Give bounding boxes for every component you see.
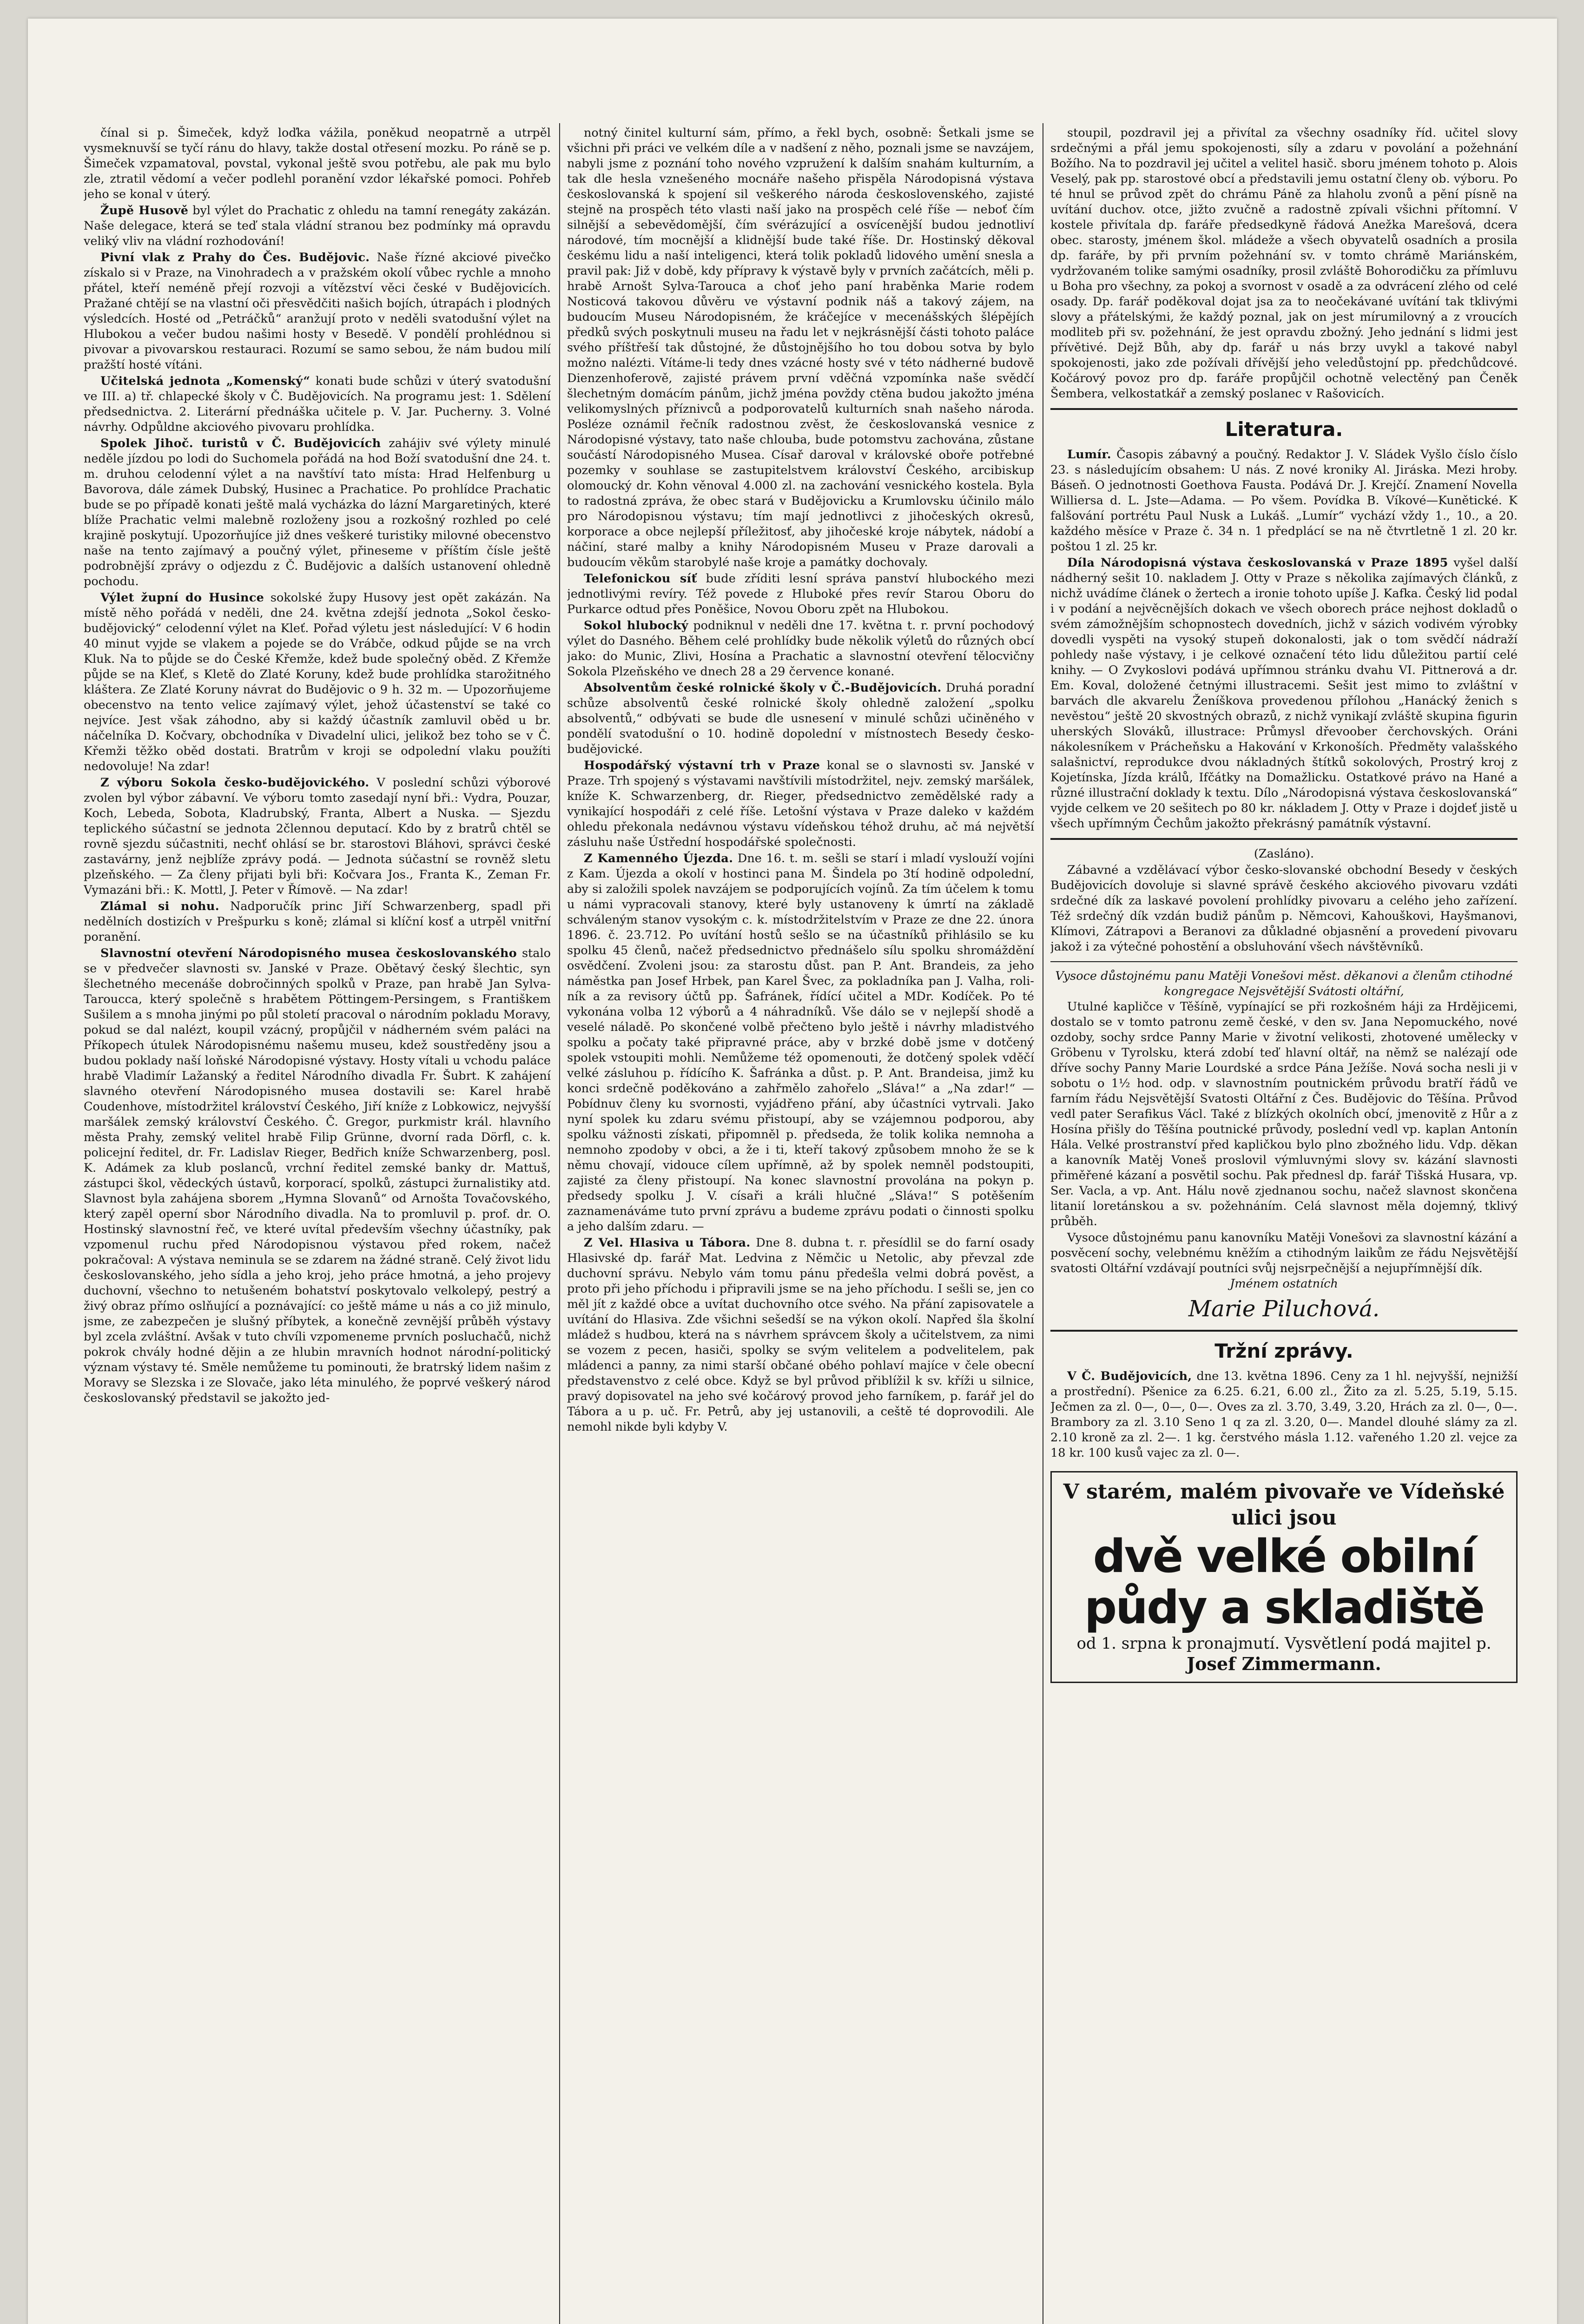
thanks-heading: Vysoce důstojnému panu Matěji Vonešovi měst. děkanovi a členům ctihodné kongregace Nejsvětější Svátosti oltářní, — [1055, 969, 1513, 998]
ad-footer-text: od 1. srpna k pronajmutí. Vysvětlení podá majitel p. — [1076, 1634, 1492, 1653]
article-paragraph — [84, 946, 551, 1406]
article-text: stoupil, pozdravil jej a přivítal za všechny osadníky říd. učitel slovy srdečnými a přál jemu spokojenosti, síly a zdaru v povolání a požehnání Božího. Na to pozdravil jej učitel a velitel hasič. sboru jménem tohoto p. Alois Veselý, pak pp. starostové obcí a představili jemu ostatní členy ob. výboru. Po té hnul se průvod zpět do chrámu Páně za hlaholu zvonů a pění písně na uvítání duchov. otce, jižto zvučně a radostně zpívali všichni přítomní. V kostele přivítala dp. faráře předsedkyně řádová Anežka Marešová, dcera obec. starosty, jménem škol. mládeže a všech obyvatelů osadních a prosila dp. faráře, by při prvním požehnání sv. v tomto chrámě Mariánském, vydržovaném tolike samými osadníky, prosil zvláště Bohorodičku za přímluvu u Boha pro všechny, za pokoj a svornost v osadě a za odvrácení zlého od celé osady. Dp. farář poděkoval dojat jsa za to neočekávané uvítání tak tklivými slovy a přátelskými, že každý poznal, jak on jest mírumilovný a z vroucích modliteb při sv. požehnání, že jest opravdu zbožný. Jeho jednání s lidmi jest přívětivé. Dejž Bůh, aby dp. farář u nás brzy uvykl a takové nabyl spokojenosti, jako zde požívali dřívější jeho veledůstojní pp. předchůdcové. Kočárový povoz pro dp. faráře propůjčil ochotně velectěný pan Čeněk Šembera, velkostatkář a zemský poslanec v Rašovicích. — [1050, 126, 1518, 401]
article-paragraph — [1050, 447, 1518, 555]
article-paragraph — [567, 571, 1034, 617]
zaslano-section — [1050, 846, 1518, 955]
article-text: Dne 16. t. m. sešli se starí i mladí vyslouží vojíni z Kam. Újezda a okolí v hostinci pana M. Šindela po 3tí hodině odpolední, aby si založili spolek navzájem se podporujících vojínů. Za tím účelem k tomu u námi vypracovali stanovy, které byly ustanoveny k úmrtí na základě schváleným stanov vysokým c. k. místodržitelstvím v Praze ze dne 22. února 1896. č. 23.712. Po uvítání hostů sešlo se na účastníků přihlásilo se ku spolku 45 členů, načež předsednictvo přednášelo sílu spolku shromáždění osvědčení. Zvoleni jsou: za starostu důst. pan P. Ant. Brandeis, za jeho náměstka pan Josef Hrbek, pan Karel Švec, za pokladníka pan J. Valha, roliník a za revisory účtů pp. Šafránek, řídící učitel a MDr. Kodíček. Po té vykonána volba 12 výborů a 4 náhradníků. Vše dálo se v nejlepší shodě a veselé náladě. Po skončené volbě přečteno bylo ještě i návrhy mladistvého spolku a počaty také připravné práce, aby v brzké době jsme v dotčený spolek vstoupiti mohli. Nemůžeme též opomenouti, že dotčený spolek vděčí velké zásluhou p. řídícího K. Šafránka a důst. p. P. Ant. Brandeisa, jimž ku konci srdečně poděkováno a zahřmělo zahořelo „Sláva!“ a „Na zdar!“ — Pobídnuv členy ku svornosti, vyjádřeno přání, aby účastníci vytrvali. Jako nyní spolek ku zdaru svému přistoupí, aby se vzájemnou podporou, aby spolku vážnosti získati, připomněl p. předseda, že tolik kolika nemnoha a nemnoho zpodoby v obci, a že i ti, kteří takový způsobem mnoho že se k němu chovají, vidouce cílem upřímně, až by spolek nemněl podstoupiti, zajisté za členy přistoupí. Na konec slavnostní provolána na pokyn p. předsedy spolku J. V. císaři a králi hlučné „Sláva!“ S potěšením zaznamenáváme tuto první zprávu a budeme zprávu podati o činnosti spolku a jeho dalším zdaru. — — [567, 852, 1034, 1234]
article-lead: Sokol hlubocký — [584, 619, 688, 633]
article-paragraph — [1050, 125, 1518, 402]
newspaper-page — [28, 19, 1557, 2324]
article-paragraph — [567, 618, 1034, 680]
article-lead: Z výboru Sokola česko-budějovického. — [100, 776, 370, 790]
article-paragraph — [84, 203, 551, 249]
article-text: konal se o slavnosti sv. Janské v Praze. Trh spojený s výstavami navštívili místodržitel, nejv. zemský maršálek, kníže K. Schwarzenberg, dr. Rieger, předsednictvo zemědělské rady a vynikající hospodáři z celé říše. Letošní výstava v Praze daleko v každém ohledu překonala nedávnou výstavu vídeňskou téhož druhu, ač má největší zásluhu naše Ústřední hospodářské společnosti. — [567, 759, 1034, 849]
article-lead: Zlámal si nohu. — [100, 899, 219, 913]
article-paragraph — [84, 374, 551, 435]
article-paragraph — [84, 899, 551, 945]
article-paragraph — [84, 775, 551, 898]
article-text: Nadporučík princ Jiří Schwarzenberg, spadl při nedělních dostizích v Prešpurku s koně; zlámal si klíční kosť a utrpěl vnitřní poranění. — [84, 899, 551, 944]
article-lead: Pivní vlak z Prahy do Čes. Budějovic. — [100, 251, 370, 264]
column-2 — [567, 125, 1034, 2324]
article-lead: Díla Národopisná výstava českoslovanská v Praze 1895 — [1067, 556, 1448, 570]
market-section — [1050, 1338, 1518, 1461]
market-text: dne 13. května 1896. Ceny za 1 hl. nejvyšší, nejnižší a prostřední). Pšenice za 6.25. 6.21, 6.00 zl., Žito za zl. 5.25, 5.19, 5.15. Ječmen za zl. 0—, 0—, 0—. Oves za zl. 3.70, 3.49, 3.20, Hrách za zl. 0—, 0—. Brambory za zl. 3.10 Seno 1 q za zl. 3.20, 0—. Mandel dlouhé slámy za zl. 2.10 kroně za zl. 2—. 1 kg. čerstvého másla 1.12. vařeného 1.20 zl. vejce za 18 kr. 100 kusů vajec za zl. 0—. — [1050, 1369, 1518, 1460]
article-text: bude zříditi lesní správa panství hlubockého mezi jednotlivými revíry. Též povede z Hluboké přes revír Starou Oboru do Purkarce odtud přes Poněšice, Novou Oboru zpět na Hlubokou. — [567, 572, 1034, 616]
article-lead: Z Vel. Hlasiva u Tábora. — [584, 1236, 751, 1250]
section-divider — [1050, 1330, 1518, 1332]
ad-headline: V starém, malém pivovaře ve Vídeňské ulici jsou — [1063, 1480, 1505, 1530]
article-paragraph — [84, 436, 551, 589]
article-paragraph — [84, 590, 551, 774]
literatura-paragraphs — [1050, 447, 1518, 832]
article-text: Časopis zábavný a poučný. Redaktor J. V. Sládek Vyšlo číslo číslo 23. s následujícím obsahem: U nás. Z nové kroniky Al. Jiráska. Mezi hroby. Báseň. O jednotnosti Goethova Fausta. Podává Dr. J. Krejčí. Znamení Novella Williersa d. L. Jste—Adama. — Po všem. Povídka B. Víkové—Kunětické. K falšování portrétu Paul Nusk a Lukáš. „Lumír“ vychází vždy 1., 10., a 20. každého měsíce v Praze č. 34 n. 1 předplácí se na ně čtvrtletně 1 zl. 20 kr. poštou 1 zl. 25 kr. — [1050, 448, 1518, 554]
article-paragraph — [84, 125, 551, 202]
article-paragraph — [567, 125, 1034, 570]
article-lead: Slavnostní otevření Národopisného musea českoslovanského — [100, 946, 517, 960]
article-text: čínal si p. Šimeček, když loďka vážila, poněkud neopatrně a utrpěl vysmeknuvší se tyčí ránu do hlavy, takže dostal otřesení mozku. Po ráně se p. Šimeček vzpamatoval, povstal, vykonal ještě svou potřebu, ale pak mu bylo zle, ztratil vědomí a večer podlehl poranění vzdor lékařské pomoci. Pohřeb jeho se konal v úterý. — [84, 126, 551, 201]
signature: Marie Piluchová. — [1188, 1296, 1380, 1322]
article-paragraph — [567, 758, 1034, 850]
article-text: Naše řízné akciové pivečko získalo si v Praze, na Vinohradech a v pražském okolí vůbec rychle a mnoho přátel, kteří neméně přejí rozvoji a vítězství věci české v Budějovicích. Pražané chtějí se na vlastní oči přesvědčiti našich bojích, útrapách i plodných výsledcích. Hosté od „Petráčků“ aranžují proto v neděli svatodušní výlet na Hlubokou a večer budou našimi hosty v Besedě. V pondělí prohlédnou si pivovar a pivovarskou restauraci. Rozumí se samo sebou, že nám budou milí pražští hosté vítáni. — [84, 251, 551, 372]
article-paragraph — [84, 250, 551, 373]
column-1 — [84, 125, 551, 2324]
section-divider — [1050, 408, 1518, 410]
article-lead: Z Kamenného Újezda. — [584, 852, 733, 865]
section-divider — [1050, 961, 1518, 962]
ad-owner: Josef Zimmermann. — [1187, 1653, 1381, 1674]
article-text: byl výlet do Prachatic z ohledu na tamní renegáty zakázán. Naše delegace, která se teď stala vládní stranou bez podmínky má opravdu veliký vliv na vládní rozhodování! — [84, 204, 551, 248]
thanks-name-label: Jménem ostatních — [1230, 1277, 1338, 1291]
literatura-section — [1050, 416, 1518, 832]
column-3 — [1050, 125, 1518, 2324]
article-lead: Učitelská jednota „Komenský“ — [100, 374, 310, 388]
article-text: stalo se v předvečer slavnosti sv. Janské v Praze. Obětavý český šlechtic, syn šlechetného mecenáše dobročinných spolků v Praze, pan hrabě Jan Sylva-Taroucca, který společně s hrabětem Pöttingem-Persingem, s Františkem Sušilem a s mnoha jinými po půl století pracoval o národním pokladu Moravy, pokud se dal nalézt, koupil vzácný, propůjčil v nádherném svém paláci na Příkopech útulek Národopisnému našemu museu, kdež soustředěny jsou a budou poklady naší loňské Národopisné výstavy. Hosty vítali u vchodu paláce hrabě Vladimír Lažanský a ředitel Národního divadla Fr. Šubrt. K zahájení slavného otevření Národopisného musea dostavili se: Karel hrabě Coudenhove, místodržitel království Českého, Jiří kníže z Lobkowicz, nejvyšší maršálek zemský království Českého. Č. Gregor, purkmistr král. hlavního města Prahy, zemský velitel hrabě Filip Grünne, dvorní rada Dörfl, c. k. policejní ředitel, dr. Fr. Ladislav Rieger, Bedřich kníže Schwarzenberg, posl. K. Adámek za klub poslanců, vrchní ředitel zemské banky dr. Mattuš, zástupci škol, vědeckých ústavů, korporací, spolků, zástupci žurnalistiky atd. Slavnost byla zahájena sborem „Hymna Slovanů“ od Arnošta Tovačovského, který zapěl operní sbor Národního divadla. Na to promluvil p. prof. dr. O. Hostinský slavnostní řeč, ve které uvítal především všechny účastníky, pak vzpomenul ruchu před Národopisnou výstavou před rokem, načež pokračoval: A výstava neminula se se zdarem na žádné straně. Celý život lidu českoslovanského, jeho sídla a jeho kroj, jeho práce hmotná, a jeho projevy duchovní, všechno to netušeném bohatství poskytovalo velkolepý, pestrý a živý obraz přímo oslňující a poznávající: co ještě máme u nás a co již minulo, jsme, ze zabezpečen je slušný příbytek, a konečně zevnější průběh výstavy byl zcela zvláštní. Avšak v tuto chvíli vzpomeneme prvních posluchačů, nichž pokrok chvály hodné dějin a ze hlubin mravních hodnot národní-politický význam výstavy té. Směle nemůžeme tu pominouti, že bratrský lidem našim z Moravy se Slezska i ze Slovače, jako léta minulého, že poprvé veškerý národ českoslovanský představil se jakožto jed- — [84, 946, 551, 1405]
article-text: podniknul v neděli dne 17. května t. r. první pochodový výlet do Dasného. Během celé prohlídky bude několik výletů do různých obcí jako: do Munic, Zlivi, Hosína a Prachatic a slavnostní otevření tělocvičny Sokola Plzeňského ve dnech 28 a 29 července konané. — [567, 619, 1034, 679]
article-text: konati bude schůzi v úterý svatodušní ve III. a) tř. chlapecké školy v Č. Budějovicích. Na programu jest: 1. Sdělení předsednictva. 2. Literární přednáška učitele p. V. Jar. Pucherny. 3. Volné návrhy. Odpůldne akciového pivovaru prohlídka. — [84, 374, 551, 434]
thanks-section — [1050, 969, 1518, 1323]
market-report — [1050, 1369, 1518, 1461]
advertisement — [1050, 1471, 1518, 1683]
section-divider — [1050, 838, 1518, 840]
article-continuation — [1050, 125, 1518, 402]
article-paragraph — [1050, 555, 1518, 832]
article-lead: Spolek Jihoč. turistů v Č. Budějovicích — [100, 436, 381, 450]
article-lead: Výlet župní do Husince — [100, 591, 264, 605]
thanks-paragraph: Vysoce důstojnému panu kanovníku Matěji Vonešovi za slavnostní kázání a posvěcení sochy, velebnému kněžím a ctihodným laikům ze řádu Nejsvětější svatosti Oltářní vzdávají poutníci svůj nejsrpečnější a nejupřímnější dík. — [1050, 1231, 1518, 1275]
article-text: zahájiv své výlety minulé neděle jízdou po lodi do Suchomela pořádá na hod Boží svatodušní dne 24. t. m. druhou celodenní výlet a na navštíví tato místa: Hrad Helfenburg u Bavorova, dále zámek Dubský, Husinec a Prachatice. Po prohlídce Prachatic bude se po případě konati ještě malá vycházka do lázní Margaretiných, které blíže Prachatic velmi malebně rozloženy jsou a rozkošný rozhled po celé krajině poskytují. Upozorňujíce již dnes veškeré turistiky milovné obecenstvo naše na tento zajímavý a poučný výlet, přineseme v příštím čísle ještě podrobnější zprávy o odjezdu z Č. Budějovic a dalších ustanovení ohledně pochodu. — [84, 436, 551, 588]
section-title-literatura: Literatura. — [1225, 418, 1343, 441]
article-text: Dne 8. dubna t. r. přesídlil se do farní osady Hlasivské dp. farář Mat. Ledvina z Němčic u Netolic, aby převzal zde duchovní správu. Nebylo vám tomu pánu předešla velmi dobrá pověst, a proto při jeho příchodu i připravili jsme se na jeho příchodu. I sešli se, jen co měl jít z každé obce a uvítat duchovního otce svého. Na přání zapisovatele a uvítání do Hlasiva. Zde všichni sešedší se na výkon okolí. Napřed šla školní mládež s hudbou, která na s návrhem správcem školy a učitelstvem, za nimi se vozem z pecen, hasiči, spolky se svým velitelem a podvelitelem, pak mládenci a panny, za nimi starší občané obého pohlaví majíce v čele obecní představenstvo z celé obce. Když se byl průvod přiblížil k sv. kříži u silnice, pravý dopisovatel na jeho své kočárový provod jeho farníkem, p. farář jel do Tábora a u p. uč. Fr. Petrů, aby jej ustanovili, a ceště té doprovodili. Ale nemohl nikde byli kdyby V. — [567, 1236, 1034, 1434]
zaslano-title: (Zasláno). — [1254, 847, 1314, 861]
market-lead: V Č. Budějovicích, — [1067, 1369, 1192, 1383]
article-paragraph — [567, 851, 1034, 1235]
article-paragraph — [567, 1235, 1034, 1435]
article-text: notný činitel kulturní sám, přímo, a řekl bych, osobně: Šetkali jsme se všichni při práci ve velkém díle a v nadšení z něho, poznali jsme se navzájem, nabyli jsme z poznání toho nového vzpružení k dalším snahám kulturním, a tak dle hesla vznešeného mocnáře našeho přispěla Národopisná výstava českoslovanská k spojení sil veškerého národa československého, zajisté stejně na prospěch této vlasti naší jako na prospěch celé říše — neboť čím silnější a sebevědomější, čím svérázující a osvícenější budou jednotliví národové, tím mocnější a klidnější bude také říše. Dr. Hostinský děkoval českému lidu a naší inteligenci, která tolik pokladů lidového umění snesla a pravil pak: Již v době, kdy přípravy k výstavě byly v prvních začátcích, měli p. hrabě Arnošt Sylva-Tarouca a choť jeho paní hraběnka Marie rodem Nosticová takovou důvěru ve výstavní podnik náš a takový zájem, na budoucím Museu Národopisném, že kráčejíce v mecenášských šlépějích předků svých poskytnuli museu na řadu let v nejkrásnější části tohoto paláce svého příštřeší tak důstojné, že důstojnějšího ho tou dobou sotva by bylo možno nalézti. Vítáme-li tedy dnes vzácné hosty své v této nádherné budově Dienzenhoferově, zajisté právem první vděčná vzpomínka naše svědčí šlechetným domácím pánům, jichž jména povždy ctěna budou jakožto jména velikomyslných příznivců a podporovatelů kulturních snah našeho národa. Posléze oznámil řečník radostnou zvěst, že českoslovanská vesnice z Národopisné výstavy, tato naše chlouba, bude potomstvu zachována, zůstane součástí Národopisného Musea. Císař daroval v královské oboře potřebné pozemky v souhlase se zastupitelstvem království Českého, arcibiskup olomoucký dr. Kohn věnoval 4.000 zl. na zachování vesnického kostela. Byla to radostná zpráva, že obec stará v Budějovicku a Krumlovsku účinilo málo pro Národopisnou výstavu; tím mají jednotlivci z jihočeských okresů, korporace a obce nejlepší příležitosť, aby jihočeské kroje nábytek, nádobí a náčiní, staré malby a knihy Národopisném Museu v Praze darovali a budoucím věkům starobylé naše kroje a památky dochovaly. — [567, 126, 1034, 569]
article-lead: Župě Husově — [100, 204, 189, 218]
article-text: Druhá poradní schůze absolventů české rolnické školy ohledně založení „spolku absolventů,“ odbývati se bude dle usnesení v minulé schůzi učiněného v pondělí svatodušní o 10. hodině dopolední v místnostech Besedy česko-budějovické. — [567, 681, 1034, 756]
column-rule — [559, 123, 560, 2324]
thanks-paragraphs — [1050, 999, 1518, 1276]
ad-main-text: dvě velké obilní půdy a skladiště — [1084, 1530, 1484, 1634]
article-text: sokolské župy Husovy jest opět zakázán. Na místě něho pořádá v neděli, dne 24. května zdejší jednota „Sokol česko-budějovický“ celodenní výlet na Kleť. Pořad výletu jest následující: V 6 hodin 40 minut vyjde se vlakem a pojede se do Vrábče, odkud půjde se na vrch Kluk. Na to půjde se do České Křemže, kdež bude společný oběd. Z Křemže půjde se na Kleť, s Kletě do Zlaté Koruny, kdež bude prohlídka starožitného kláštera. Ze Zlaté Koruny návrat do Budějovic o 9 h. 32 m. — Upozorňujeme obecenstvo na tento velice zajímavý výlet, jehož účastenství se také co nejvíce. Jest však záhodno, aby si každý účastník zamluvil oběd u br. náčelníka D. Kočvary, obchodníka v Divadelní ulici, jelikož bez toho se v Č. Křemži těžko oběd dostati. Bratrům v kroji se odpolední vlaku použíti nedovoluje! Na zdar! — [84, 591, 551, 773]
ad-footer — [1060, 1633, 1508, 1675]
thanks-paragraph: Utulné kapličce v Těšíně, vypínající se při rozkošném háji za Hrdějicemi, dostalo se v tomto patronu země české, v den sv. Jana Nepomuckého, nové ozdoby, sochy srdce Panny Marie v životní velikosti, zhotovené umělecky v Gröbenu v Tyrolsku, která zdobí teď hlavní oltář, na němž se nalézají ode dříve sochy Panny Marie Lourdské a srdce Pána Ježíše. Nová socha nesli ji v sobotu o 1½ hod. odp. v slavnostním poutnickém průvodu bratří řádů ve farním řádu Nejsvětější Svatosti Oltářní z Čes. Budějovic do Těšína. Průvod vedl pater Serafikus Václ. Také z blízkých okolních obcí, jmenovitě z Hůr a z Hosína přišly do Těšína poutnické průvody, poslední vedl vp. kaplan Antonín Hála. Velké prostranství před kapličkou bylo plno zbožného lidu. Vdp. děkan a kanovník Matěj Voneš proslovil výmluvnými slovy sv. kázání slavnosti přiměřené kázaní a posvětil sochu. Pak přednesl dp. farář Tišská Husara, vp. Ser. Vacla, a vp. Ant. Hálu nově zjednanou sochu, načež slavnost skončena litanií loretánskou a sv. požehnáním. Celá slavnost měla dojemný, tklivý průběh. — [1050, 1000, 1518, 1228]
article-lead: Telefonickou síť — [584, 572, 697, 586]
section-title-market: Tržní zprávy. — [1214, 1340, 1353, 1362]
article-text: V poslední schůzi výborové zvolen byl výbor zábavní. Ve výboru tomto zasedají nyní bři.: Vydra, Pouzar, Koch, Lebeda, Sobota, Kladrubský, Franta, Albert a Nuska. — Sjezdu teplického súčastní se jednota 2člennou deputací. Kdo by z bratrů chtěl se rovně sjezdu súčastniti, nechť ohlásí se br. starostovi Bláhovi, správci české zastavárny, jenž nejblíže zprávy podá. — Jednota súčastní se rovněž sletu plzeňského. — Za členy přijati byli bři: Kočvara Jos., Franta K., Zeman Fr. Vymazáni bři.: K. Mottl, J. Peter v Římově. — Na zdar! — [84, 776, 551, 897]
article-text: vyšel další nádherný sešit 10. nakladem J. Otty v Praze s několika zajímavých článků, z nichž uvádíme článek o žertech a ironie tohoto upíše J. Kafka. Český lid podal i v podání a nejvěcnějších dokach ve všech oborech práce nejhost dokladů o svém zámožnějším schopnostech dovedních, jichž v sázich vodivém výrobky dovedli vyspěti na vysoký stupeň dokonalosti, jak o tom svědčí nádraží pohledy naše výstavy, i je celkové označení této lidu důležitou partií celé knihy. — O Zvykoslovi podává upřímnou stránku dvahu VI. Pittnerová a dr. Em. Koval, doložené četnými illustracemi. Sešit jest mimo to zvláštní v barvách dle akvarelu Ženíškova provedenou přílohou „Hanácký ženich s nevěstou“ ještě 20 skvostných obrazů, z nichž vynikají zvláště skupina figurin uherských Slováků, illustrace: Průmysl dřevoober čerchovských. Oráni nákolesníkem v Prácheňsku a Hakování v Krkonoších. Předměty valašského salašnictví, reprodukce dvou nákladných štítků sokolových, Prostrý kroj z Kojetínska, Jízda králů, Ifčátky na Domažlicku. Ostatkové právo na Hané a různé illustrační doklady k textu. Dílo „Národopisná výstava českoslovanská“ vyjde celkem ve 20 sešitech po 80 kr. nákladem J. Otty v Praze i dojdeť jistě u všech upřímným Čechům jakožto překrásný památník výstavní. — [1050, 556, 1518, 831]
article-lead: Hospodářský výstavní trh v Praze — [584, 759, 820, 772]
zaslano-text: Zábavné a vzdělávací výbor česko-slovanské obchodní Besedy v českých Budějovicích dovoluje si slavné správě českého akciového pivovaru vzdáti srdečné dík za laskavé povolení prohlídky pivovaru a celého jeho zařízení. Též srdečný dík vzdán budiž pánům p. Němcovi, Kahouškovi, Hayšmanovi, Klímovi, Zátrapovi a Beranovi za důkladné objasnění a provedení pivovaru jakož i za výtečné pohostění a obsluhování všech návštěvníků. — [1050, 863, 1518, 954]
article-lead: Absolventům české rolnické školy v Č.-Budějovicích. — [584, 681, 942, 695]
article-lead: Lumír. — [1067, 448, 1111, 462]
article-paragraph — [567, 680, 1034, 757]
